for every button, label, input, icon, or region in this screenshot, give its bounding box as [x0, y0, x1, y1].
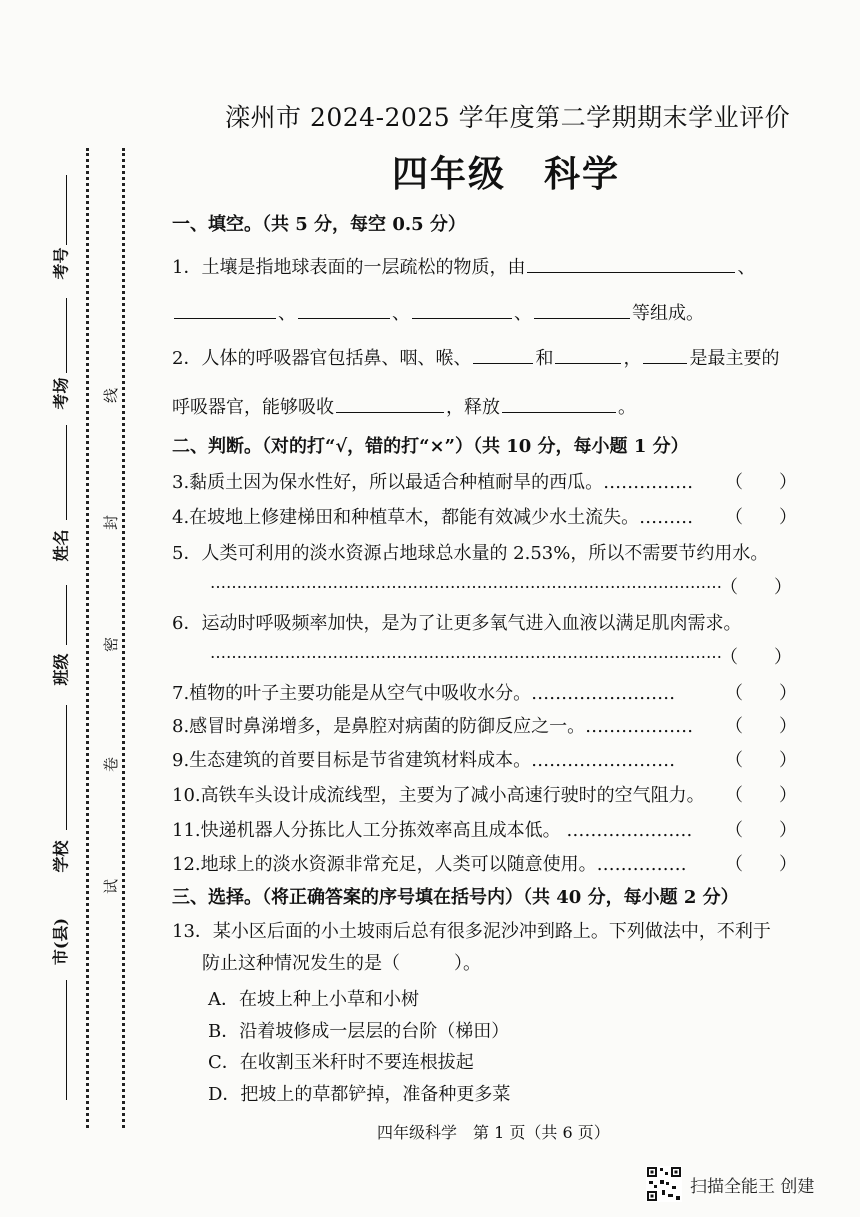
judge-item-6-dots: …………………………………………………………………………………… — [210, 643, 722, 662]
q1-blank-4[interactable] — [412, 300, 512, 319]
section2-heading: 二、判断。（对的打“√，错的打“×”）（共 10 分，每小题 1 分） — [172, 436, 689, 457]
binding-dotted-line-inner — [122, 148, 125, 1128]
option-a[interactable]: A．在坡上种上小草和小树 — [208, 989, 419, 1010]
q2-blank-5[interactable] — [502, 394, 616, 413]
field-kaohao-label: 考号 — [51, 247, 71, 280]
scanner-watermark: 扫描全能王 创建 — [690, 1177, 815, 1197]
question-2-line1 — [172, 344, 779, 370]
section1-heading: 一、填空。（共 5 分，每空 0.5 分） — [172, 214, 466, 235]
judge-item-7: 7.植物的叶子主要功能是从空气中吸收水分。…………………… — [172, 683, 676, 704]
q1-blank-2[interactable] — [174, 300, 276, 319]
binding-dotted-line-outer — [86, 148, 89, 1128]
q1-separator: 、 — [737, 257, 756, 278]
field-school-label: 学校 — [51, 840, 71, 873]
q1-text: 1．土壤是指地球表面的一层疏松的物质，由 — [172, 257, 526, 278]
q2-comma: ， — [623, 348, 642, 369]
q1-blank-3[interactable] — [298, 300, 390, 319]
question-2-line2 — [172, 393, 636, 419]
q1-end: 等组成。 — [632, 303, 704, 324]
answer-paren-9[interactable]: （ ） — [725, 750, 797, 771]
judge-item-8: 8.感冒时鼻涕增多，是鼻腔对病菌的防御反应之一。……………… — [172, 716, 694, 737]
q2-blank-3[interactable] — [643, 345, 687, 364]
class-line — [66, 585, 67, 645]
answer-paren-3[interactable]: （ ） — [725, 472, 797, 493]
kaohao-line — [66, 175, 67, 245]
q2-blank-2[interactable] — [555, 345, 621, 364]
school-line — [66, 705, 67, 830]
question-1-line1 — [172, 253, 755, 279]
answer-paren-11[interactable]: （ ） — [725, 820, 797, 841]
q2-text: 2．人体的呼吸器官包括鼻、咽、喉、 — [172, 348, 472, 369]
section3-heading: 三、选择。（将正确答案的序号填在括号内）（共 40 分，每小题 2 分） — [172, 887, 739, 908]
judge-item-5-dots: …………………………………………………………………………………… — [210, 573, 722, 592]
answer-paren-7[interactable]: （ ） — [725, 683, 797, 704]
exam-title: 滦州市 2024-2025 学年度第二学期期末学业评价 — [225, 103, 791, 132]
q1-blank-5[interactable] — [534, 300, 630, 319]
subject-title: 四年级 科学 — [392, 153, 621, 195]
seal-char-shi: 试 — [102, 878, 121, 895]
question-1-line2 — [172, 299, 704, 325]
qr-code-icon — [646, 1166, 682, 1202]
answer-paren-6[interactable]: （ ） — [720, 647, 792, 668]
q2-line2c: 。 — [618, 397, 636, 418]
q2-line2a: 呼吸器官，能够吸收 — [172, 397, 334, 418]
field-county-label: 市(县) — [51, 917, 71, 966]
judge-item-6: 6．运动时呼吸频率加快，是为了让更多氧气进入血液以满足肌肉需求。 — [172, 613, 742, 634]
seal-char-xian: 线 — [102, 387, 121, 404]
judge-item-4: 4.在坡地上修建梯田和种植草木，都能有效减少水土流失。……… — [172, 507, 694, 528]
page-footer: 四年级科学 第 1 页（共 6 页） — [377, 1123, 610, 1142]
judge-item-5: 5．人类可利用的淡水资源占地球总水量的 2.53%，所以不需要节约用水。 — [172, 543, 769, 564]
answer-paren-5[interactable]: （ ） — [720, 577, 792, 598]
option-b[interactable]: B．沿着坡修成一层层的台阶（梯田） — [208, 1021, 510, 1042]
judge-item-3: 3.黏质土因为保水性好，所以最适合种植耐旱的西瓜。…………… — [172, 472, 694, 493]
field-name-label: 姓名 — [51, 529, 71, 562]
option-d[interactable]: D．把坡上的草都铲掉，准备种更多菜 — [208, 1084, 511, 1105]
question-13-line2: 防止这种情况发生的是（ ）。 — [202, 953, 481, 974]
seal-char-mi: 密 — [102, 636, 121, 653]
q1-separator: 、 — [514, 303, 532, 324]
field-class-label: 班级 — [51, 653, 71, 686]
option-c[interactable]: C．在收割玉米秆时不要连根拔起 — [208, 1052, 474, 1073]
q1-separator: 、 — [278, 303, 296, 324]
answer-paren-10[interactable]: （ ） — [725, 785, 797, 806]
seal-char-juan: 卷 — [102, 756, 121, 773]
field-kaochang-label: 考场 — [51, 377, 71, 410]
q1-blank-1[interactable] — [527, 254, 735, 273]
q2-blank-4[interactable] — [336, 394, 444, 413]
name-line — [66, 425, 67, 520]
q1-separator: 、 — [392, 303, 410, 324]
answer-paren-8[interactable]: （ ） — [725, 716, 797, 737]
q2-main: 是最主要的 — [689, 348, 780, 369]
seal-char-feng: 封 — [102, 514, 121, 531]
county-line — [66, 980, 67, 1100]
q2-and: 和 — [535, 348, 554, 369]
judge-item-11: 11.快递机器人分拣比人工分拣效率高且成本低。 ………………… — [172, 820, 693, 841]
question-13-line1: 13．某小区后面的小土坡雨后总有很多泥沙冲到路上。下列做法中，不利于 — [172, 921, 771, 942]
q2-blank-1[interactable] — [473, 345, 533, 364]
judge-item-12: 12.地球上的淡水资源非常充足，人类可以随意使用。…………… — [172, 854, 687, 875]
judge-item-9: 9.生态建筑的首要目标是节省建筑材料成本。…………………… — [172, 750, 676, 771]
answer-paren-4[interactable]: （ ） — [725, 507, 797, 528]
kaochang-line — [66, 298, 67, 373]
answer-paren-12[interactable]: （ ） — [725, 854, 797, 875]
q2-line2b: ，释放 — [446, 397, 500, 418]
judge-item-10: 10.高铁车头设计成流线型，主要为了减小高速行驶时的空气阻力。 — [172, 785, 705, 806]
